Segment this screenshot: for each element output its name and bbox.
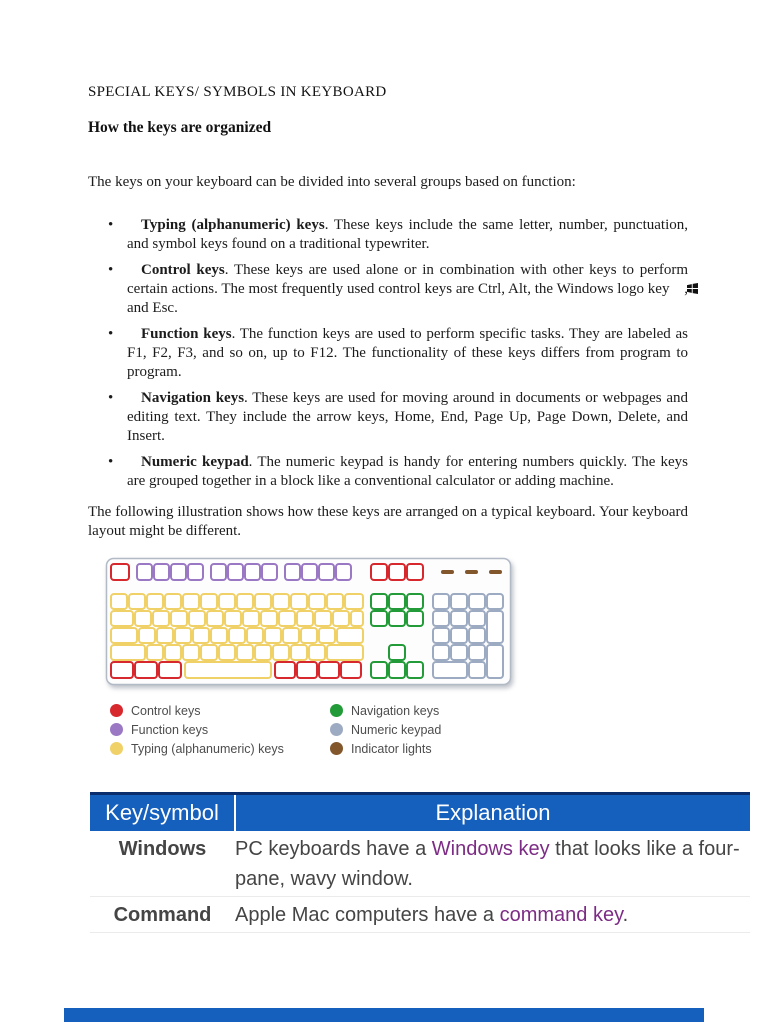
- bullet-function-keys-text: . The function keys are used to perform specific tasks. They are labeled as F1, F2, F3, and so on, up to F12. The functionality of these keys differs from program to program.: [127, 326, 688, 380]
- key-symbol-table: [90, 792, 750, 933]
- bullet-control-keys: [88, 261, 688, 318]
- legend-typing-keys: [110, 739, 330, 758]
- bullet-navigation-keys-text: . These keys are used for moving around in documents or webpages and editing text. They include the arrow keys, Home, End, Page Up, Page Down, Delete, and Insert.: [127, 390, 688, 444]
- legend-navigation-keys: [330, 701, 688, 720]
- bullet-typing-keys-text: . These keys include the same letter, number, punctuation, and symbol keys found on a traditional typewriter.: [127, 217, 688, 252]
- header-key-symbol: Key/symbol: [90, 794, 235, 832]
- bullet-control-keys-lead: Control keys: [141, 262, 225, 278]
- navigation-keys-dot-icon: [330, 704, 343, 717]
- windows-exp-text-1: PC keyboards have a: [235, 838, 432, 860]
- bullet-numeric-keypad: [88, 453, 688, 491]
- header-explanation: Explanation: [235, 794, 750, 832]
- bullet-function-keys: [88, 325, 688, 382]
- indicator-lights-dot-icon: [330, 742, 343, 755]
- bullet-typing-keys: [88, 216, 688, 254]
- windows-exp-text-2: that looks like a four-pane, wavy window.: [235, 838, 740, 890]
- keyboard-legend: [110, 701, 688, 758]
- bullet-typing-keys-lead: Typing (alphanumeric) keys: [141, 217, 325, 233]
- legend-numeric-keypad-label: Numeric keypad: [351, 722, 442, 737]
- bullet-function-keys-lead: Function keys: [141, 326, 232, 342]
- function-keys-dot-icon: [110, 723, 123, 736]
- legend-numeric-keypad: [330, 720, 688, 739]
- bullet-navigation-keys: [88, 389, 688, 446]
- legend-typing-keys-label: Typing (alphanumeric) keys: [131, 741, 284, 756]
- table-row-windows: [90, 831, 750, 897]
- table-row-command: [90, 897, 750, 933]
- explanation-cell-windows: [235, 831, 750, 897]
- legend-indicator-lights: [330, 739, 688, 758]
- keyboard-illustration: [105, 557, 688, 758]
- numeric-keypad-dot-icon: [330, 723, 343, 736]
- legend-indicator-lights-label: Indicator lights: [351, 741, 432, 756]
- command-exp-text-1: Apple Mac computers have a: [235, 904, 500, 926]
- command-key-link[interactable]: command key: [499, 904, 623, 926]
- key-cell-command: Command: [113, 904, 212, 926]
- keyboard-diagram: [105, 557, 512, 688]
- typing-keys-dot-icon: [110, 742, 123, 755]
- key-cell-windows: Windows: [118, 838, 207, 860]
- bullet-numeric-keypad-text: . The numeric keypad is handy for entering numbers quickly. The keys are grouped together in a block like a conventional calculator or adding machine.: [127, 454, 689, 489]
- legend-function-keys-label: Function keys: [131, 722, 209, 737]
- doc-title: SPECIAL KEYS/ SYMBOLS IN KEYBOARD: [88, 84, 387, 100]
- command-exp-text-2: .: [622, 904, 629, 926]
- intro-paragraph: The keys on your keyboard can be divided into several groups based on function:: [88, 174, 576, 190]
- legend-control-keys-label: Control keys: [131, 703, 201, 718]
- closing-paragraph: The following illustration shows how these keys are arranged on a typical keyboard. Your keyboard layout might be different.: [88, 504, 688, 539]
- windows-logo-icon: [673, 281, 684, 292]
- explanation-cell-command: [235, 897, 750, 933]
- section-heading: How the keys are organized: [88, 119, 272, 136]
- control-keys-dot-icon: [110, 704, 123, 717]
- bullet-navigation-keys-lead: Navigation keys: [141, 390, 245, 406]
- next-table-header-partial: [64, 1008, 704, 1022]
- windows-key-link[interactable]: Windows key: [431, 838, 550, 860]
- key-groups-list: [88, 216, 688, 491]
- legend-control-keys: [110, 701, 330, 720]
- legend-function-keys: [110, 720, 330, 739]
- bullet-control-keys-text-1: . These keys are used alone or in combination with other keys to perform certain actions. The most frequently used control keys are Ctrl, Alt, the Windows logo key: [127, 262, 689, 297]
- table-header-row: [90, 794, 750, 832]
- legend-navigation-keys-label: Navigation keys: [351, 703, 440, 718]
- bullet-control-keys-text-2: , and Esc.: [127, 281, 688, 316]
- bullet-numeric-keypad-lead: Numeric keypad: [141, 454, 249, 470]
